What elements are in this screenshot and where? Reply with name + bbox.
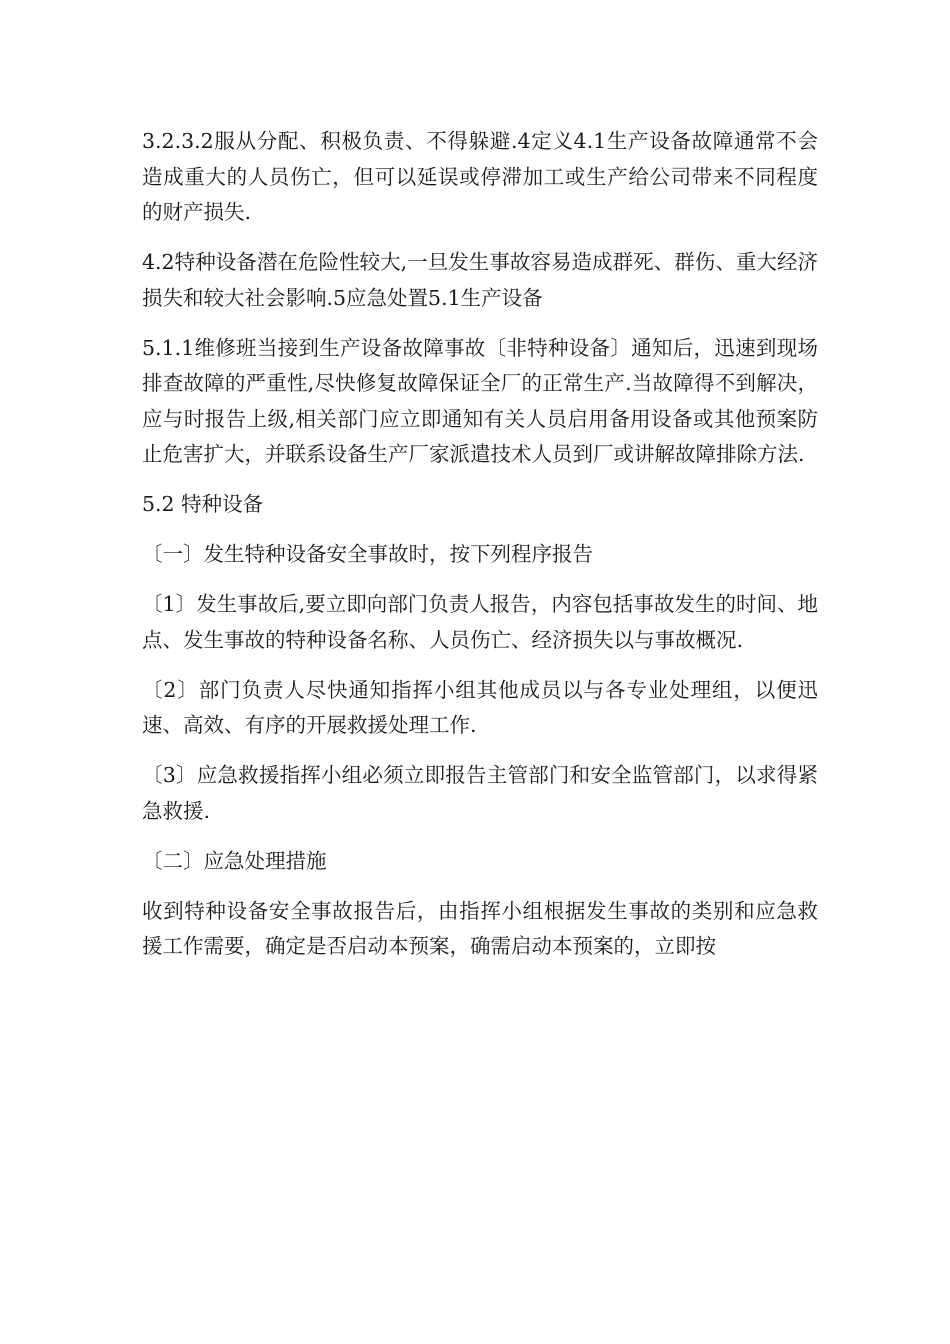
paragraph-1: 3.2.3.2服从分配、积极负责、不得躲避.4定义4.1生产设备故障通常不会造成重大的人员伤亡，但可以延误或停滞加工或生产给公司带来不同程度的财产损失.	[142, 129, 818, 224]
list-item-2: 〔2〕部门负责人尽快通知指挥小组其他成员以与各专业处理组，以便迅速、高效、有序的开展救援处理工作.	[142, 677, 818, 737]
list-item-1: 〔1〕发生事故后,要立即向部门负责人报告，内容包括事故发生的时间、地点、发生事故的特种设备名称、人员伤亡、经济损失以与事故概况.	[142, 592, 818, 652]
paragraph-2: 4.2特种设备潜在危险性较大,一旦发生事故容易造成群死、群伤、重大经济损失和较大社会影响.5应急处置5.1生产设备	[142, 250, 818, 310]
paragraph-3: 5.1.1维修班当接到生产设备故障事故〔非特种设备〕通知后，迅速到现场排查故障的严重性,尽快修复故障保证全厂的正常生产.当故障得不到解决，应与时报告上级,相关部门应立即通知有关人员启用备用设备或其他预案防止危害扩大，并联系设备生产厂家派遣技术人员到厂或讲解故障排除方法.	[142, 335, 818, 466]
subsection-heading-1: 〔一〕发生特种设备安全事故时，按下列程序报告	[142, 542, 593, 566]
paragraph-final: 收到特种设备安全事故报告后，由指挥小组根据发生事故的类别和应急救援工作需要，确定是否启动本预案，确需启动本预案的，立即按	[142, 898, 818, 958]
subsection-heading-2: 〔二〕应急处理措施	[142, 848, 327, 873]
document-page	[142, 124, 818, 979]
list-item-3: 〔3〕应急救援指挥小组必须立即报告主管部门和安全监管部门，以求得紧急救援.	[142, 763, 818, 823]
section-heading-5-2: 5.2 特种设备	[142, 492, 264, 516]
